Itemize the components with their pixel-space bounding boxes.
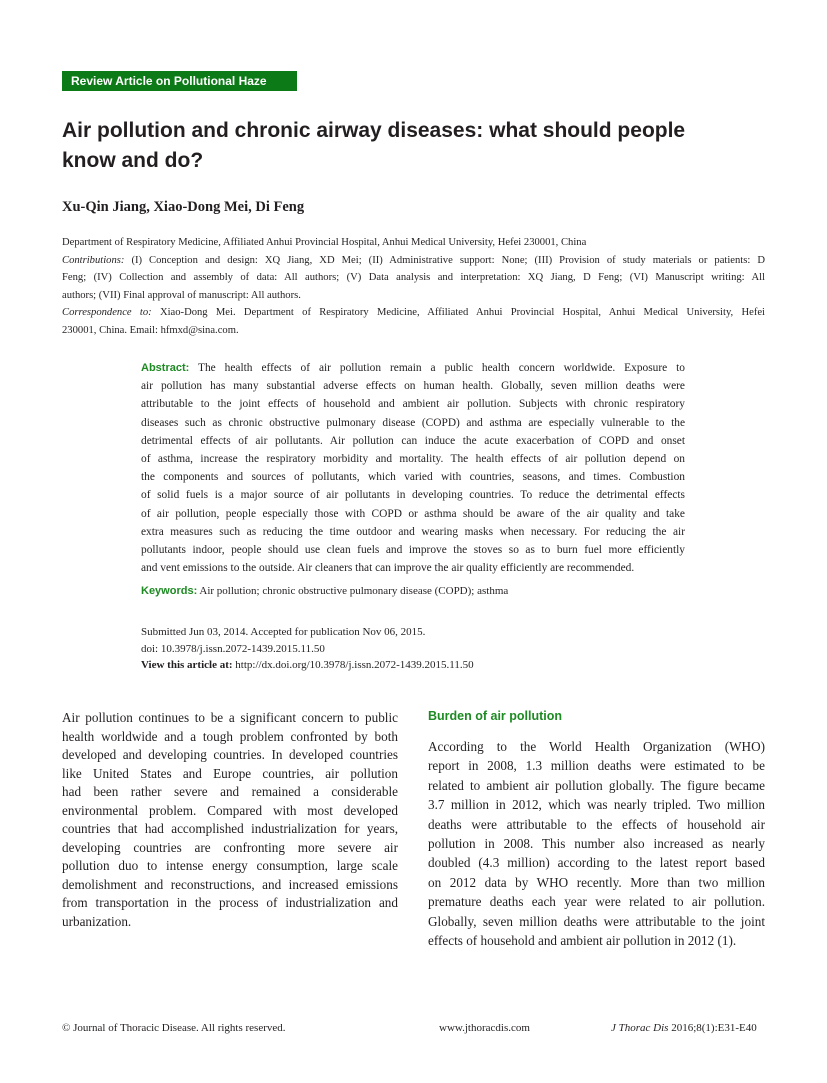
correspondence-label: Correspondence to: <box>62 307 152 318</box>
abstract-line: attributable to the joint effects of household and ambient air pollution. Subjects with chronic respiratory <box>141 398 685 411</box>
keywords-label: Keywords: <box>141 585 198 597</box>
body-line: effects of household and ambient air pollution in 2012 (1). <box>428 932 737 948</box>
body-line: Air pollution continues to be a significant concern to public <box>62 710 398 725</box>
abstract-line <box>141 359 685 377</box>
body-line: According to the World Health Organization (WHO) <box>428 739 765 754</box>
correspondence-text: Xiao-Dong Mei. Department of Respiratory Medicine, Affiliated Anhui Provincial Hospital, Anhui Medical University, Hefei <box>151 307 765 318</box>
body-line: 3.7 million in 2012, which was nearly tripled. Two million <box>428 797 765 813</box>
body-line: Globally, seven million deaths were attributable to the joint <box>428 913 765 929</box>
left-column-body <box>62 709 398 931</box>
keywords-text: Air pollution; chronic obstructive pulmonary disease (COPD); asthma <box>197 585 509 597</box>
abstract-line: of asthma, increase the respiratory morbidity and mortality. The health effects of air pollution depend on <box>141 452 685 465</box>
article-title <box>62 116 762 176</box>
body-line: had been rather severe and remained a considerable <box>62 784 398 799</box>
body-line: health worldwide and a tough problem confronted by both <box>62 728 398 744</box>
body-line: pollution in 2008. This number also increased as nearly <box>428 835 765 851</box>
article-url-link[interactable]: http://dx.doi.org/10.3978/j.issn.2072-1439.2015.11.50 <box>232 659 474 671</box>
abstract-line: of solid fuels is a major source of air pollutants in developing countries. To reduce the detrimental effects <box>141 489 685 502</box>
abstract-line: extra measures such as reducing the time outdoor and wearing masks when necessary. For reducing the air <box>141 525 685 538</box>
body-line: environmental problem. Compared with most developed <box>62 802 398 818</box>
body-line: countries that had accomplished industrialization for years, <box>62 821 398 836</box>
view-label: View this article at: <box>141 659 233 671</box>
contributions-label: Contributions: <box>62 254 125 266</box>
abstract-line: and vent emissions to the outside. Air cleaners that can improve the air quality efficiently are recommended. <box>141 562 635 575</box>
submitted-dates: Submitted Jun 03, 2014. Accepted for publication Nov 06, 2015. <box>141 626 426 638</box>
body-line: report in 2008, 1.3 million deaths were estimated to be <box>428 758 765 774</box>
affiliation: Department of Respiratory Medicine, Affiliated Anhui Provincial Hospital, Anhui Medical University, Hefei 230001, China <box>62 237 587 248</box>
correspondence-line <box>62 304 765 322</box>
abstract-line: air pollution has many substantial adverse effects on human health. Globally, seven million deaths were <box>141 380 685 393</box>
abstract-line: pollutants indoor, people should use clean fuels and improve the stoves so as to burn fuel more efficiently <box>141 543 685 556</box>
journal-abbrev: J Thorac Dis <box>611 1022 669 1034</box>
body-line: on 2012 data by WHO recently. More than two million <box>428 874 765 890</box>
body-line: pollution duo to intense energy consumption, large scale <box>62 858 398 873</box>
body-line: demolishment and reconstructions, and increased emissions <box>62 876 398 892</box>
citation-text: 2016;8(1):E31-E40 <box>668 1022 757 1034</box>
contributions-line <box>62 252 765 270</box>
abstract-line: of air pollution, people especially those with COPD or asthma should be aware of the air quality and take <box>141 507 685 520</box>
article-type-banner: Review Article on Pollutional Haze <box>62 71 297 91</box>
body-line: doubled (4.3 million) according to the latest report based <box>428 855 765 871</box>
footer-citation <box>611 1022 757 1034</box>
abstract-line: the components and sources of pollutants, which varied with countries, seasons, and times. Combustion <box>141 471 685 484</box>
doi: doi: 10.3978/j.issn.2072-1439.2015.11.50 <box>141 642 325 655</box>
right-column-body <box>428 737 765 950</box>
abstract-line: diseases such as chronic obstructive pulmonary disease (COPD) and asthma are especially vulnerable to the <box>141 416 685 429</box>
submission-info <box>141 624 474 674</box>
contributions-line: authors; (VII) Final approval of manuscript: All authors. <box>62 289 301 301</box>
footer-copyright: © Journal of Thoracic Disease. All rights reserved. <box>62 1022 286 1034</box>
title-line: Air pollution and chronic airway diseases: what should people <box>62 119 686 142</box>
body-line: deaths were attributable to the effects of household air <box>428 816 765 832</box>
correspondence-line: 230001, China. Email: hfmxd@sina.com. <box>62 324 239 336</box>
article-meta <box>62 234 765 339</box>
body-line: developing countries are confronting more severe air <box>62 839 398 855</box>
footer-website[interactable]: www.jthoracdis.com <box>439 1022 530 1034</box>
abstract <box>141 359 685 577</box>
contributions-line: Feng; (IV) Collection and assembly of data: All authors; (V) Data analysis and interpretation: XQ Jiang, D Feng; (VI) Manuscript writing: All <box>62 272 765 283</box>
body-line: from transportation in the process of industrialization and <box>62 895 398 910</box>
title-line: know and do? <box>62 149 204 172</box>
abstract-label: Abstract: <box>141 362 190 374</box>
body-line: developed and developing countries. In developed countries <box>62 747 398 762</box>
view-article-line <box>141 657 474 674</box>
body-line: premature deaths each year were related to air pollution. <box>428 894 765 910</box>
body-line: like United States and Europe countries, air pollution <box>62 765 398 781</box>
body-line: related to ambient air pollution globally. The figure became <box>428 777 765 793</box>
authors: Xu-Qin Jiang, Xiao-Dong Mei, Di Feng <box>62 199 305 215</box>
keywords <box>141 585 508 597</box>
abstract-line: detrimental effects of air pollutants. Air pollution can induce the acute exacerbation of COPD and onset <box>141 434 685 447</box>
body-line: urbanization. <box>62 913 132 929</box>
abstract-text: The health effects of air pollution remain a public health concern worldwide. Exposure to <box>189 362 685 374</box>
section-heading: Burden of air pollution <box>428 709 563 723</box>
contributions-text: (I) Conception and design: XQ Jiang, XD Mei; (II) Administrative support: None; (III) Provision of study materials or patients: D <box>124 254 765 266</box>
